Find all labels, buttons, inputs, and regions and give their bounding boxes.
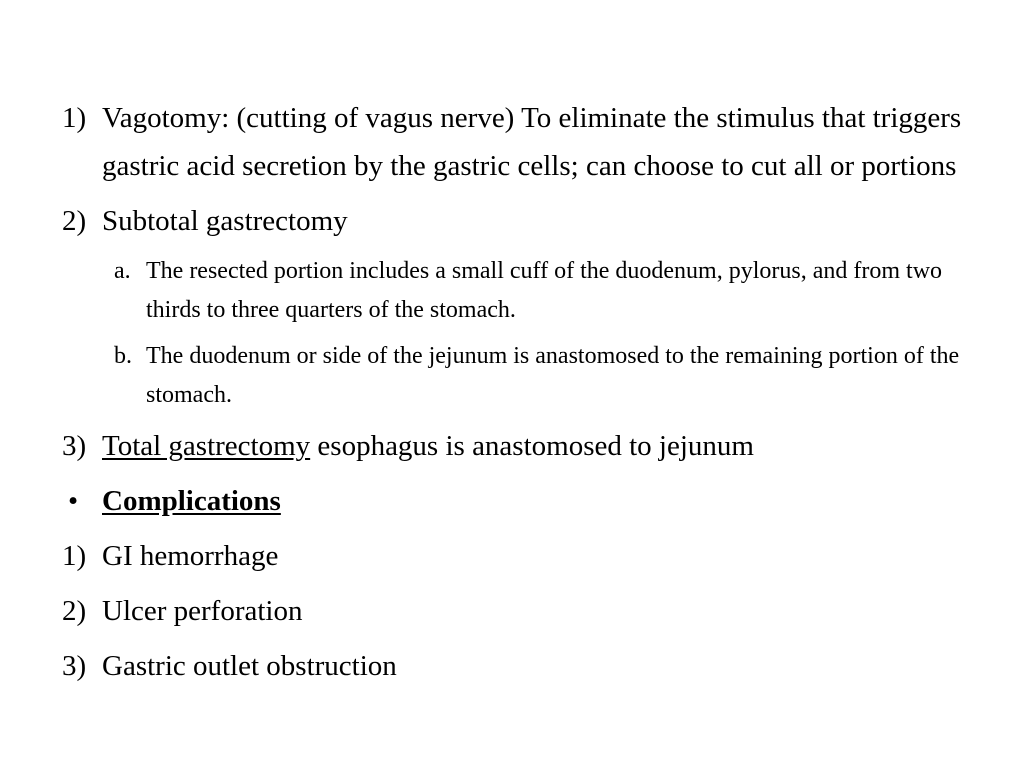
complication-item-gastric-outlet-obstruction	[62, 642, 962, 690]
list-marker: 3)	[62, 650, 87, 682]
list-item-text: GI hemorrhage	[102, 540, 279, 572]
sub-list-marker: a.	[114, 258, 131, 284]
list-marker: 2)	[62, 595, 87, 627]
complications-heading: Complications	[102, 485, 281, 517]
list-marker: 1)	[62, 102, 87, 134]
sub-item-text: The resected portion includes a small cuff of the duodenum, pylorus, and from two thirds to three quarters of the stomach.	[146, 258, 943, 323]
list-marker: 3)	[62, 430, 87, 462]
complications-heading-item	[62, 477, 962, 525]
complication-item-gi-hemorrhage	[62, 532, 962, 580]
sub-item-resected-portion	[62, 252, 962, 330]
slide-content	[62, 94, 962, 697]
sub-item-anastomosis	[62, 337, 962, 415]
list-item-text: Subtotal gastrectomy	[102, 205, 348, 237]
list-item-text: Vagotomy: (cutting of vagus nerve) To eliminate the stimulus that triggers gastric acid secretion by the gastric cells; can choose to cut all or portions	[102, 102, 962, 182]
list-item-subtotal-gastrectomy	[62, 197, 962, 245]
bullet-marker: •	[68, 485, 79, 517]
total-gastrectomy-term: Total gastrectomy	[102, 430, 311, 462]
list-marker: 1)	[62, 540, 87, 572]
complication-item-ulcer-perforation	[62, 587, 962, 635]
sub-list-marker: b.	[114, 343, 132, 369]
list-item-total-gastrectomy	[62, 422, 962, 470]
sub-item-text: The duodenum or side of the jejunum is anastomosed to the remaining portion of the stomach.	[146, 343, 960, 408]
list-item-text: Ulcer perforation	[102, 595, 303, 627]
list-item-text: Gastric outlet obstruction	[102, 650, 397, 682]
list-item-vagotomy	[62, 94, 962, 190]
list-marker: 2)	[62, 205, 87, 237]
list-item-text: esophagus is anastomosed to jejunum	[310, 430, 754, 462]
